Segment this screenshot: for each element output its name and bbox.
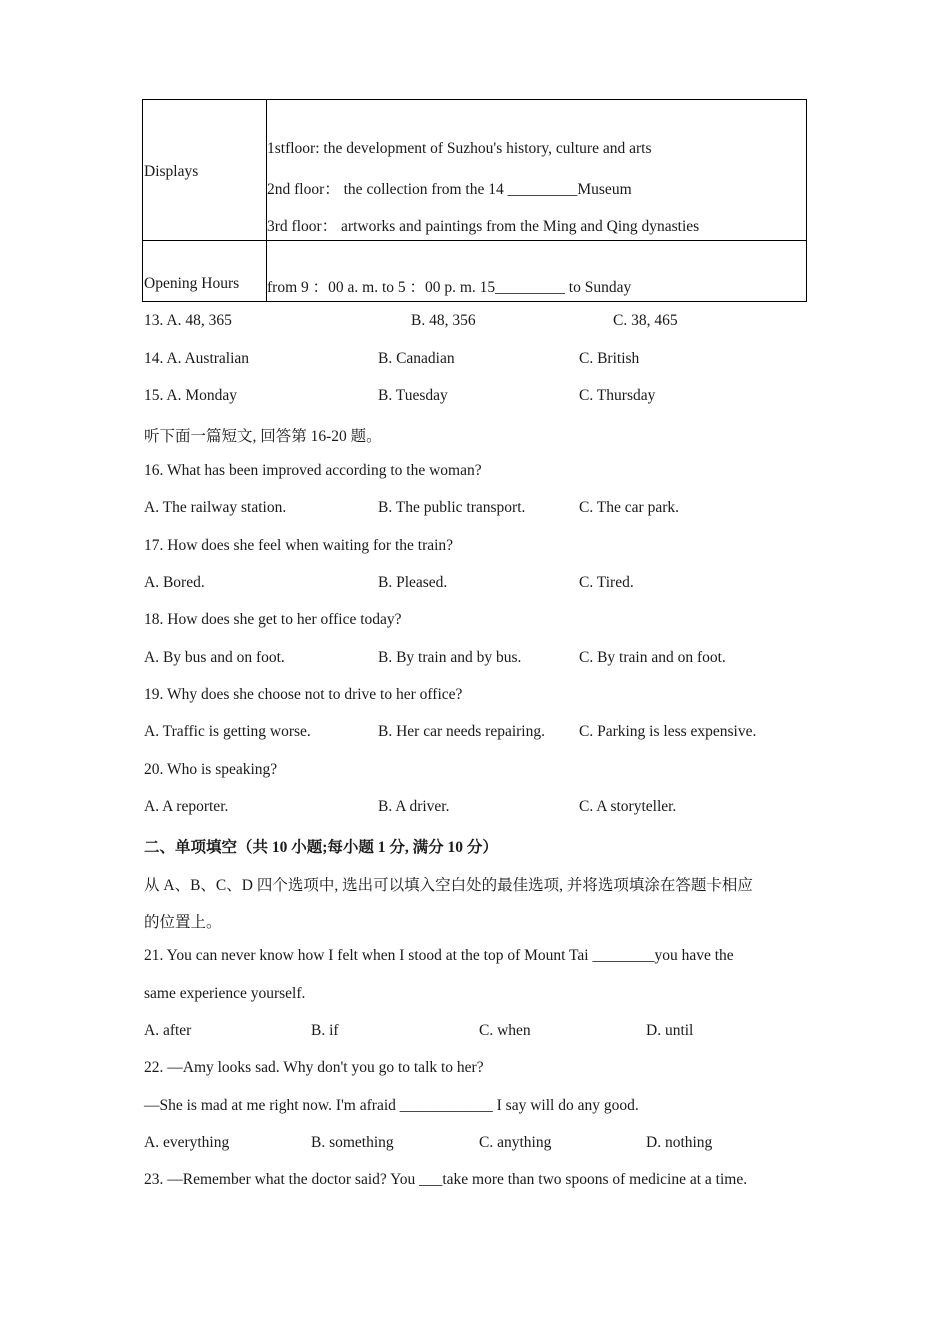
q15-option-a: 15. A. Monday: [144, 387, 237, 404]
q17-text: 17. How does she feel when waiting for the train?: [144, 537, 454, 554]
q22-option-a: A. everything: [144, 1134, 230, 1151]
q20-option-c: C. A storyteller.: [579, 798, 677, 815]
q18-text: 18. How does she get to her office today?: [144, 611, 402, 628]
floor-1-line: 1stfloor: the development of Suzhou's history, culture and arts: [267, 140, 652, 157]
q14-option-c: C. British: [579, 350, 640, 367]
q13-option-b: B. 48, 356: [411, 312, 476, 329]
q20-option-b: B. A driver.: [378, 798, 450, 815]
q21-option-c: C. when: [479, 1022, 531, 1039]
section2-instruction-line1: 从 A、B、C、D 四个选项中, 选出可以填入空白处的最佳选项, 并将选项填涂在答题卡相应: [144, 877, 753, 894]
q17-option-c: C. Tired.: [579, 574, 634, 591]
q13-option-c: C. 38, 465: [613, 312, 678, 329]
opening-hours-line: from 9 ：00 a. m. to 5 ：00 p. m. 15_________ to Sunday: [267, 279, 632, 296]
q21-option-b: B. if: [311, 1022, 339, 1039]
q16-option-b: B. The public transport.: [378, 499, 526, 516]
table-row: [143, 100, 807, 241]
q14-option-b: B. Canadian: [378, 350, 455, 367]
q22-line1: 22. —Amy looks sad. Why don't you go to talk to her?: [144, 1059, 484, 1076]
floor-3-line: 3rd floor： artworks and paintings from the Ming and Qing dynasties: [267, 218, 700, 235]
q18-option-a: A. By bus and on foot.: [144, 649, 285, 666]
q14-option-a: 14. A. Australian: [144, 350, 250, 367]
q16-option-a: A. The railway station.: [144, 499, 287, 516]
q21-option-a: A. after: [144, 1022, 192, 1039]
table-label-cell: [143, 100, 267, 241]
passage-instruction: 听下面一篇短文, 回答第 16-20 题。: [144, 428, 382, 445]
table-row: [143, 241, 807, 302]
q21-option-d: D. until: [646, 1022, 694, 1039]
q18-option-b: B. By train and by bus.: [378, 649, 522, 666]
section2-instruction-line2: 的位置上。: [144, 914, 222, 931]
q22-option-c: C. anything: [479, 1134, 552, 1151]
q13-option-a: 13. A. 48, 365: [144, 312, 232, 329]
section2-heading: 二、单项填空（共 10 小题;每小题 1 分, 满分 10 分）: [144, 839, 498, 856]
q19-text: 19. Why does she choose not to drive to her office?: [144, 686, 463, 703]
q19-option-a: A. Traffic is getting worse.: [144, 723, 311, 740]
table-content-cell: [267, 241, 807, 302]
q15-option-b: B. Tuesday: [378, 387, 448, 404]
q16-text: 16. What has been improved according to the woman?: [144, 462, 482, 479]
q17-option-a: A. Bored.: [144, 574, 205, 591]
table-content-cell: [267, 100, 807, 241]
q15-option-c: C. Thursday: [579, 387, 656, 404]
q20-option-a: A. A reporter.: [144, 798, 229, 815]
q16-option-c: C. The car park.: [579, 499, 679, 516]
floor-2-line: 2nd floor： the collection from the 14 _________Museum: [267, 181, 632, 198]
q21-line2: same experience yourself.: [144, 985, 306, 1002]
q19-option-b: B. Her car needs repairing.: [378, 723, 545, 740]
q18-option-c: C. By train and on foot.: [579, 649, 726, 666]
displays-label: Displays: [144, 163, 199, 180]
q19-option-c: C. Parking is less expensive.: [579, 723, 757, 740]
q22-option-d: D. nothing: [646, 1134, 713, 1151]
info-table: [142, 99, 807, 302]
q22-line2: —She is mad at me right now. I'm afraid ____________ I say will do any good.: [144, 1097, 639, 1114]
table-label-cell: [143, 241, 267, 302]
q21-line1: 21. You can never know how I felt when I stood at the top of Mount Tai ________you have the: [144, 947, 734, 964]
opening-hours-label: Opening Hours: [144, 275, 240, 292]
q17-option-b: B. Pleased.: [378, 574, 448, 591]
q20-text: 20. Who is speaking?: [144, 761, 278, 778]
q23-line1: 23. —Remember what the doctor said? You ___take more than two spoons of medicine at a time.: [144, 1171, 748, 1188]
q22-option-b: B. something: [311, 1134, 394, 1151]
